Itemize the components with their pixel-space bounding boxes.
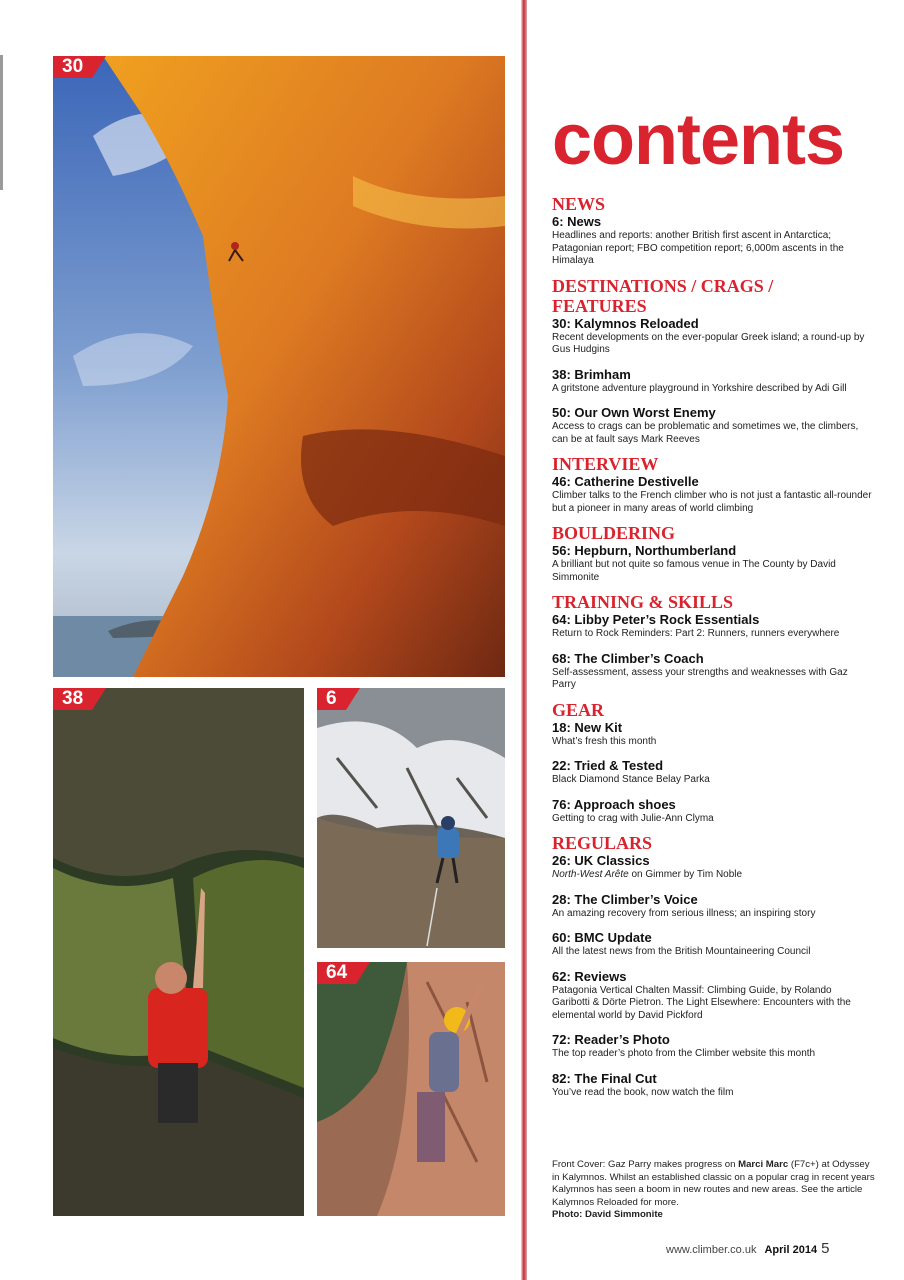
page-gutter	[521, 0, 527, 1280]
entry-description-text: on Gimmer by Tim Noble	[628, 869, 743, 880]
section-title: INTERVIEW	[552, 454, 659, 474]
entry-description: Climber talks to the French climber who is not just a fantastic all-rounder but a pioneer in many areas of world climbing	[552, 490, 872, 514]
section-title: REGULARS	[552, 833, 653, 853]
entry-description: A gritstone adventure playground in Yorkshire described by Adi Gill	[552, 382, 847, 394]
entry-heading: 68: The Climber’s Coach	[552, 650, 704, 666]
cover-credit: Photo: David Simmonite	[552, 1209, 663, 1220]
entry-description: What’s fresh this month	[552, 735, 657, 747]
section-training	[552, 592, 872, 692]
route-name: North-West Arête	[552, 869, 629, 880]
page-number: 5	[821, 1240, 830, 1257]
toc-entry	[552, 1071, 872, 1100]
cover-route: Marci Marc	[738, 1159, 789, 1170]
section-title: NEWS	[552, 194, 606, 214]
entry-description: You’ve read the book, now watch the film	[552, 1086, 734, 1098]
toc-entry	[552, 543, 872, 584]
entry-heading: 22: Tried & Tested	[552, 758, 664, 773]
entry-description: Recent developments on the ever-popular Greek island; a round-up by Gus Hudgins	[552, 331, 865, 355]
section-destinations	[552, 276, 872, 447]
toc-entry	[552, 316, 872, 357]
toc-entry	[552, 797, 872, 826]
toc-entry	[552, 651, 872, 692]
entry-description: An amazing recovery from serious illness; an inspiring story	[552, 907, 816, 919]
entry-heading: 82: The Final Cut	[552, 1070, 657, 1086]
entry-heading: 26: UK Classics	[552, 853, 650, 868]
toc-entry	[552, 405, 872, 446]
entry-heading: 50: Our Own Worst Enemy	[552, 405, 716, 420]
photo-antarctica	[317, 688, 505, 948]
entry-description	[552, 869, 872, 882]
section-title: GEAR	[552, 699, 605, 720]
entry-description: Getting to crag with Julie-Ann Clyma	[552, 812, 714, 824]
entry-heading: 38: Brimham	[552, 366, 631, 382]
toc-entry	[552, 892, 872, 921]
section-title: TRAINING & SKILLS	[552, 592, 734, 612]
photo-rock-essentials-image	[317, 962, 505, 1216]
entry-description: Headlines and reports: another British first ascent in Antarctica; Patagonian report; FBO competition report; 6,000m ascents in the Himalaya	[552, 230, 844, 266]
page-footer	[666, 1240, 829, 1257]
toc-entry	[552, 612, 872, 641]
table-of-contents	[552, 194, 872, 1109]
section-title: BOULDERING	[552, 523, 676, 543]
toc-entry	[552, 474, 872, 515]
toc-entry	[552, 214, 872, 268]
entry-description: The top reader’s photo from the Climber website this month	[552, 1048, 816, 1059]
photo-badge-30: 30	[53, 56, 92, 78]
page-title: contents	[552, 100, 845, 180]
photo-badge-6: 6	[317, 688, 346, 710]
entry-heading: 28: The Climber’s Voice	[552, 891, 698, 907]
entry-heading: 30: Kalymnos Reloaded	[552, 315, 699, 331]
footer-issue: April 2014	[764, 1244, 818, 1256]
entry-heading: 46: Catherine Destivelle	[552, 474, 699, 489]
entry-heading: 64: Libby Peter’s Rock Essentials	[552, 612, 760, 627]
section-gear	[552, 700, 872, 826]
entry-description: Access to crags can be problematic and sometimes we, the climbers, can be at fault says Mark Reeves	[552, 421, 859, 445]
entry-description: All the latest news from the British Mountaineering Council	[552, 946, 811, 957]
cover-caption	[552, 1159, 877, 1222]
section-news	[552, 194, 872, 268]
footer-url: www.climber.co.uk	[666, 1244, 757, 1256]
entry-description: A brilliant but not quite so famous venue in The County by David Simmonite	[552, 559, 836, 583]
entry-description: Self-assessment, assess your strengths and weaknesses with Gaz Parry	[552, 666, 848, 690]
entry-description: Return to Rock Reminders: Part 2: Runners, runners everywhere	[552, 628, 840, 639]
section-interview	[552, 454, 872, 515]
entry-heading: 72: Reader’s Photo	[552, 1032, 670, 1047]
entry-heading: 76: Approach shoes	[552, 796, 676, 812]
entry-heading: 18: New Kit	[552, 719, 623, 735]
toc-entry	[552, 758, 872, 787]
cover-intro: Front Cover: Gaz Parry makes progress on	[552, 1159, 739, 1170]
cover-grade: (F7c+) at Odyssey in Kalymnos. Whilst an established classic on a popular crag in recent years Kalymnos has seen a boom in new routes and new areas. See the article Kalymnos Reloaded for more.	[552, 1159, 875, 1208]
photo-rock-essentials	[317, 962, 505, 1216]
photo-kalymnos	[53, 56, 505, 677]
section-bouldering	[552, 523, 872, 584]
photo-kalymnos-image	[53, 56, 505, 677]
toc-entry	[552, 969, 872, 1023]
section-title: DESTINATIONS / CRAGS / FEATURES	[552, 275, 774, 316]
photo-antarctica-image	[317, 688, 505, 948]
photo-brimham-image	[53, 688, 304, 1216]
entry-heading: 6: News	[552, 214, 602, 229]
page-edge-marker	[0, 55, 3, 190]
entry-heading: 60: BMC Update	[552, 930, 652, 945]
entry-description: Patagonia Vertical Chalten Massif: Climbing Guide, by Rolando Garibotti & Dörte Pietron. The Light Elsewhere: Encounters with the elemental world by David Pickford	[552, 984, 851, 1021]
toc-entry	[552, 1032, 872, 1061]
entry-description: Black Diamond Stance Belay Parka	[552, 774, 710, 785]
photo-brimham	[53, 688, 304, 1216]
toc-entry	[552, 720, 872, 749]
toc-entry	[552, 367, 872, 396]
toc-entry	[552, 853, 872, 882]
entry-heading: 56: Hepburn, Northumberland	[552, 543, 737, 558]
photo-badge-64: 64	[317, 962, 356, 984]
section-regulars	[552, 833, 872, 1099]
photo-badge-38: 38	[53, 688, 92, 710]
toc-entry	[552, 930, 872, 959]
entry-heading: 62: Reviews	[552, 968, 627, 984]
